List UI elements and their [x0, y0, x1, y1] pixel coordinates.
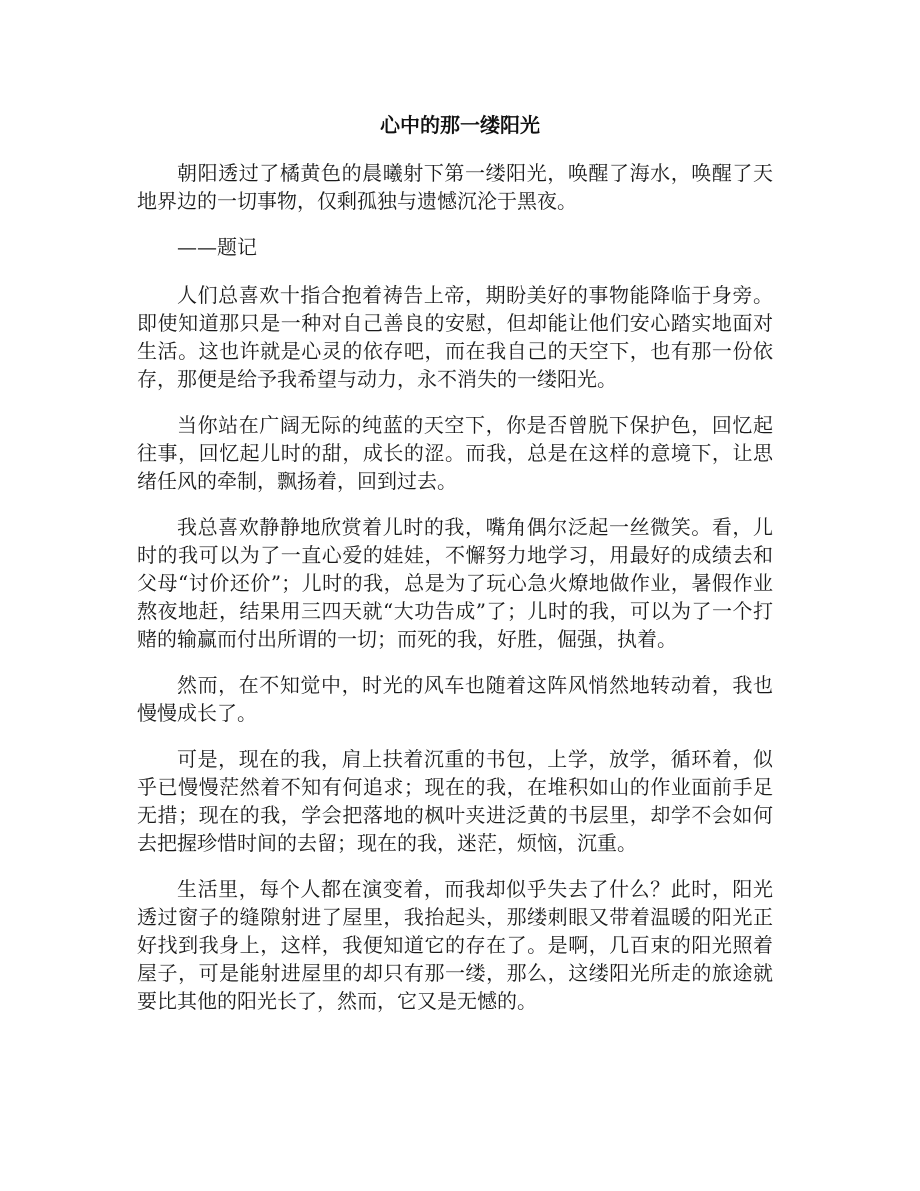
document-body [137, 159, 773, 1033]
body-paragraph: 人们总喜欢十指合抱着祷告上帝，期盼美好的事物能降临于身旁。即使知道那只是一种对自己善良的安慰，但却能让他们安心踏实地面对生活。这也许就是心灵的依存吧，而在我自己的天空下，也有那一份依存，那便是给予我希望与动力，永不消失的一缕阳光。 [137, 283, 773, 391]
body-paragraph: 可是，现在的我，肩上扶着沉重的书包，上学，放学，循环着，似乎已慢慢茫然着不知有何追求；现在的我，在堆积如山的作业面前手足无措；现在的我，学会把落地的枫叶夹进泛黄的书层里，却学不会如何去把握珍惜时间的去留；现在的我，迷茫，烦恼，沉重。 [137, 747, 773, 855]
document-title: 心中的那一缕阳光 [380, 113, 540, 137]
body-paragraph: 我总喜欢静静地欣赏着儿时的我，嘴角偶尔泛起一丝微笑。看，儿时的我可以为了一直心爱的娃娃，不懈努力地学习，用最好的成绩去和父母“讨价还价”；儿时的我，总是为了玩心急火燎地做作业，暑假作业熬夜地赶，结果用三四天就“大功告成”了；儿时的我，可以为了一个打赌的输赢而付出所谓的一切；而死的我，好胜，倔强，执着。 [137, 515, 773, 651]
epigraph-attribution: ——题记 [177, 235, 257, 259]
body-paragraph: 生活里，每个人都在演变着，而我却似乎失去了什么？此时，阳光透过窗子的缝隙射进了屋里，我抬起头，那缕刺眼又带着温暖的阳光正好找到我身上，这样，我便知道它的存在了。是啊，几百束的阳光照着屋子，可是能射进屋里的却只有那一缕，那么，这缕阳光所走的旅途就要比其他的阳光长了，然而，它又是无憾的。 [137, 877, 773, 1013]
epigraph-paragraph: 朝阳透过了橘黄色的晨曦射下第一缕阳光，唤醒了海水，唤醒了天地界边的一切事物，仅剩孤独与遗憾沉沦于黑夜。 [137, 161, 773, 213]
body-paragraph: 当你站在广阔无际的纯蓝的天空下，你是否曾脱下保护色，回忆起往事，回忆起儿时的甜，成长的涩。而我，总是在这样的意境下，让思绪任风的牵制，飘扬着，回到过去。 [137, 413, 773, 493]
body-paragraph: 然而，在不知觉中，时光的风车也随着这阵风悄然地转动着，我也慢慢成长了。 [137, 673, 773, 725]
